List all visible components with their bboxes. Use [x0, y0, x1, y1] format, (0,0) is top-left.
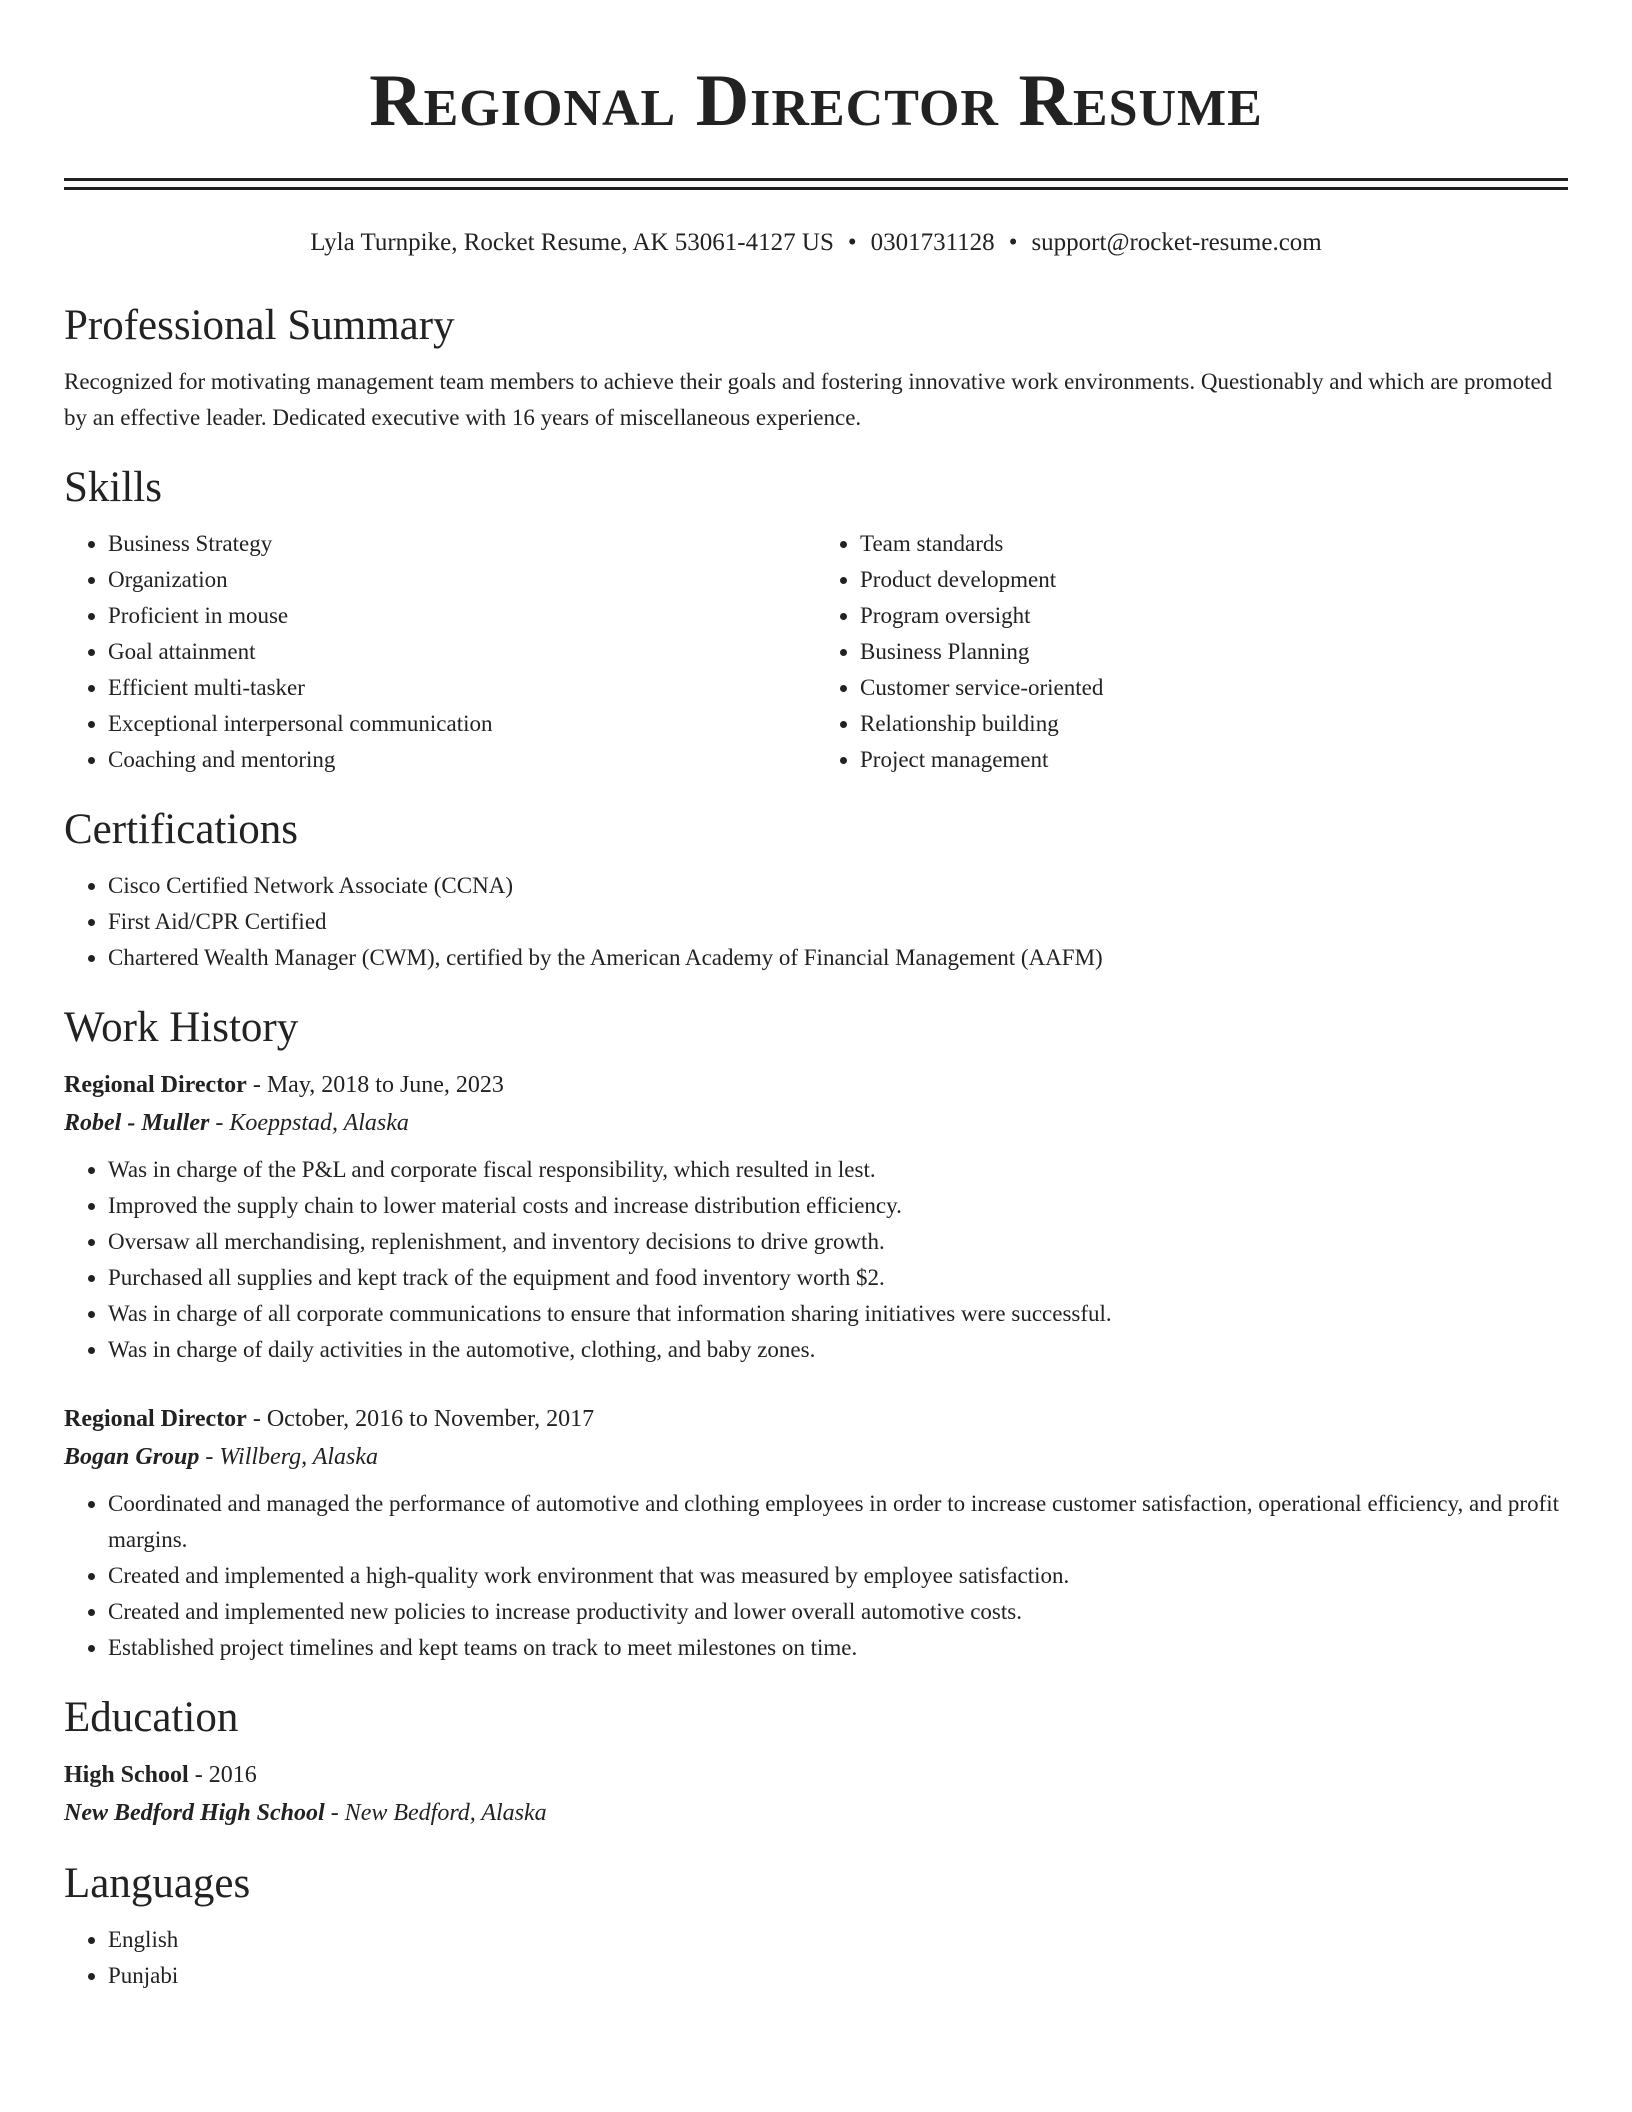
- title-divider-thick: [64, 178, 1568, 181]
- resume-title: Regional Director Resume: [369, 60, 1263, 142]
- skill-item: • Project management: [860, 742, 1568, 778]
- contact-phone: 0301731128: [870, 229, 995, 256]
- job-dates: - October, 2016 to November, 2017: [246, 1406, 595, 1432]
- summary-section: [64, 300, 1568, 436]
- job-bullet: • Established project timelines and kept teams on track to meet milestones on time.: [108, 1630, 1568, 1666]
- education-location: - New Bedford, Alaska: [324, 1800, 547, 1826]
- job-bullets: [64, 1486, 1568, 1666]
- skill-item: • Goal attainment: [108, 634, 816, 670]
- certification-item: • Cisco Certified Network Associate (CCNA): [108, 868, 1568, 904]
- job-bullets: [64, 1152, 1568, 1368]
- skill-item: • Efficient multi-tasker: [108, 670, 816, 706]
- job-company-line: [64, 1104, 1568, 1142]
- job-bullet: • Was in charge of daily activities in the automotive, clothing, and baby zones.: [108, 1332, 1568, 1368]
- job-company-line: [64, 1438, 1568, 1476]
- skills-section: [64, 462, 1568, 778]
- job-title: Regional Director: [64, 1072, 247, 1098]
- job-dates: - May, 2018 to June, 2023: [246, 1072, 504, 1098]
- work-history-section: [64, 1002, 1568, 1666]
- skills-right-list: [816, 526, 1568, 778]
- education-degree-line: [64, 1756, 1568, 1794]
- skill-item: • Business Planning: [860, 634, 1568, 670]
- job-location: - Koeppstad, Alaska: [209, 1110, 409, 1136]
- languages-heading: Languages: [64, 1860, 251, 1907]
- contact-address: Lyla Turnpike, Rocket Resume, AK 53061-4127 US: [310, 229, 834, 256]
- certifications-list: [64, 868, 1568, 976]
- certification-item: • Chartered Wealth Manager (CWM), certified by the American Academy of Financial Management (AAFM): [108, 940, 1568, 976]
- job-title-line: [64, 1066, 1568, 1104]
- job-bullet: • Was in charge of the P&L and corporate fiscal responsibility, which resulted in lest.: [108, 1152, 1568, 1188]
- languages-section: [64, 1858, 1568, 1994]
- skill-item: • Organization: [108, 562, 816, 598]
- language-item: • Punjabi: [108, 1958, 1568, 1994]
- job-bullet: • Created and implemented new policies to increase productivity and lower overall automotive costs.: [108, 1594, 1568, 1630]
- skill-item: • Proficient in mouse: [108, 598, 816, 634]
- skills-heading: Skills: [64, 464, 162, 511]
- job-title-line: [64, 1400, 1568, 1438]
- skills-columns: [64, 526, 1568, 778]
- skill-item: • Product development: [860, 562, 1568, 598]
- job-entry: [64, 1066, 1568, 1368]
- contact-separator: •: [1008, 229, 1018, 256]
- work-history-heading: Work History: [64, 1004, 299, 1051]
- skills-left-list: [64, 526, 816, 778]
- contact-separator: •: [847, 229, 857, 256]
- job-bullet: • Purchased all supplies and kept track of the equipment and food inventory worth $2.: [108, 1260, 1568, 1296]
- education-degree: High School: [64, 1762, 189, 1788]
- skill-item: • Team standards: [860, 526, 1568, 562]
- education-year: - 2016: [188, 1762, 257, 1788]
- summary-text: Recognized for motivating management team members to achieve their goals and fostering innovative work environments. Questionably and which are promoted by an effective leader. Dedicated executive with 16 years of miscellaneous experience.: [64, 369, 1553, 430]
- skill-item: • Relationship building: [860, 706, 1568, 742]
- skill-item: • Exceptional interpersonal communication: [108, 706, 816, 742]
- skill-item: • Coaching and mentoring: [108, 742, 816, 778]
- job-bullet: • Was in charge of all corporate communications to ensure that information sharing initiatives were successful.: [108, 1296, 1568, 1332]
- job-bullet: • Improved the supply chain to lower material costs and increase distribution efficiency.: [108, 1188, 1568, 1224]
- summary-heading: Professional Summary: [64, 302, 455, 349]
- job-location: - Willberg, Alaska: [199, 1444, 379, 1470]
- job-company: Bogan Group: [64, 1444, 200, 1470]
- contact-line: [64, 226, 1568, 260]
- education-school: New Bedford High School: [64, 1800, 325, 1826]
- contact-email: support@rocket-resume.com: [1031, 229, 1322, 256]
- skill-item: • Business Strategy: [108, 526, 816, 562]
- skill-item: • Customer service-oriented: [860, 670, 1568, 706]
- job-entry: [64, 1400, 1568, 1666]
- education-heading: Education: [64, 1694, 239, 1741]
- education-school-line: [64, 1794, 1568, 1832]
- certifications-section: [64, 804, 1568, 976]
- language-item: • English: [108, 1922, 1568, 1958]
- certifications-heading: Certifications: [64, 806, 299, 853]
- languages-list: [64, 1922, 1568, 1994]
- job-company: Robel - Muller: [64, 1110, 210, 1136]
- education-section: [64, 1692, 1568, 1832]
- skill-item: • Program oversight: [860, 598, 1568, 634]
- title-divider-thin: [64, 187, 1568, 190]
- job-bullet: • Created and implemented a high-quality work environment that was measured by employee satisfaction.: [108, 1558, 1568, 1594]
- job-bullet: • Coordinated and managed the performance of automotive and clothing employees in order to increase customer satisfaction, operational efficiency, and profit margins.: [108, 1486, 1568, 1558]
- job-bullet: • Oversaw all merchandising, replenishment, and inventory decisions to drive growth.: [108, 1224, 1568, 1260]
- job-title: Regional Director: [64, 1406, 247, 1432]
- certification-item: • First Aid/CPR Certified: [108, 904, 1568, 940]
